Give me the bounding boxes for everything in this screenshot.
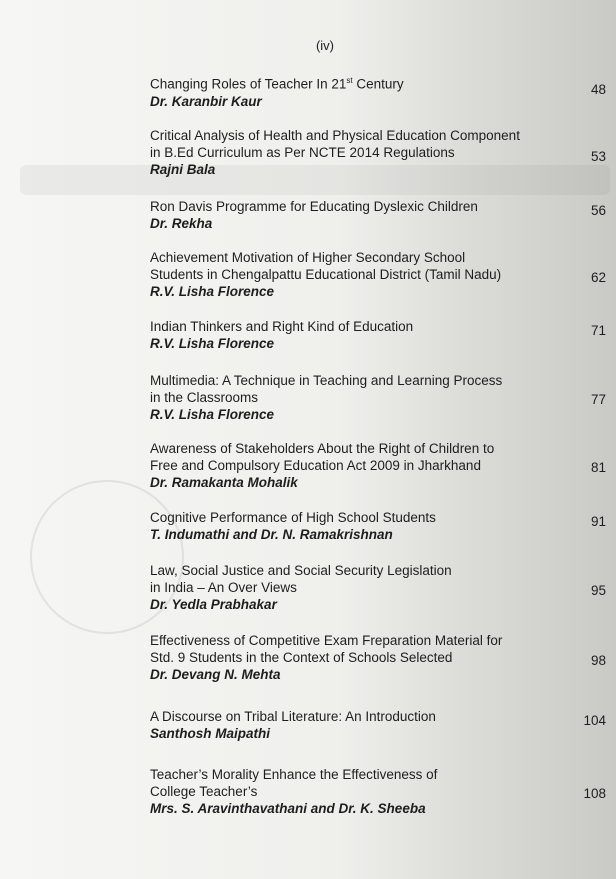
entry-author: Dr. Ramakanta Mohalik [150,475,298,490]
entry-author: Dr. Karanbir Kaur [150,93,262,109]
entry-title: Critical Analysis of Health and Physical Education Component in B.Ed Curriculum as Per NCTE 2014 Regulations [150,128,520,160]
entry-title: Multimedia: A Technique in Teaching and Learning Process in the Classrooms [150,373,503,405]
entry-page: 56 [590,203,606,218]
entry-author: Dr. Rekha [150,216,213,231]
entry-title: Changing Roles of Teacher In 21st Century [150,76,404,92]
entry-title: A Discourse on Tribal Literature: An Introduction [150,709,436,724]
entry-title: Effectiveness of Competitive Exam Freparation Material for Std. 9 Students in the Context of Schools Selected [150,633,503,665]
entry-page: 62 [590,270,606,285]
entry-title: Ron Davis Programme for Educating Dyslexic Children [150,199,478,214]
entry-title: Awareness of Stakeholders About the Right of Children to Free and Compulsory Education Act 2009 in Jharkhand [150,441,495,473]
entry-title: Achievement Motivation of Higher Secondary School Students in Chengalpattu Educational District (Tamil Nadu) [150,250,502,282]
entry-author: R.V. Lisha Florence [150,336,275,351]
entry-author: Dr. Devang N. Mehta [150,667,281,682]
entry-page: 81 [590,460,606,475]
entry-page: 71 [590,323,606,338]
entry-author: Mrs. S. Aravinthavathani and Dr. K. Sheeba [150,801,426,816]
entry-title: Cognitive Performance of High School Students [150,510,436,525]
entry-page: 108 [583,786,606,801]
entry-author: Santhosh Maipathi [150,726,271,741]
entry-author: Dr. Yedla Prabhakar [150,597,277,612]
entry-page: 104 [583,713,606,728]
entry-title: Teacher’s Morality Enhance the Effectiveness of College Teacher’s [150,767,438,799]
entry-author: R.V. Lisha Florence [150,284,275,299]
entry-author: R.V. Lisha Florence [150,407,275,422]
entry-page: 95 [590,583,606,598]
entry-title: Law, Social Justice and Social Security Legislation in India – An Over Views [150,563,452,595]
entry-page: 77 [590,392,606,407]
entry-page: 98 [590,653,606,668]
page-number: (iv) [315,38,335,53]
entry-page: 91 [590,514,606,529]
entry-author: Rajni Bala [150,162,216,177]
entry-title: Indian Thinkers and Right Kind of Education [150,319,414,334]
entry-page: 48 [590,82,606,97]
entry-page: 53 [590,149,606,164]
entry-author: T. Indumathi and Dr. N. Ramakrishnan [150,527,393,542]
